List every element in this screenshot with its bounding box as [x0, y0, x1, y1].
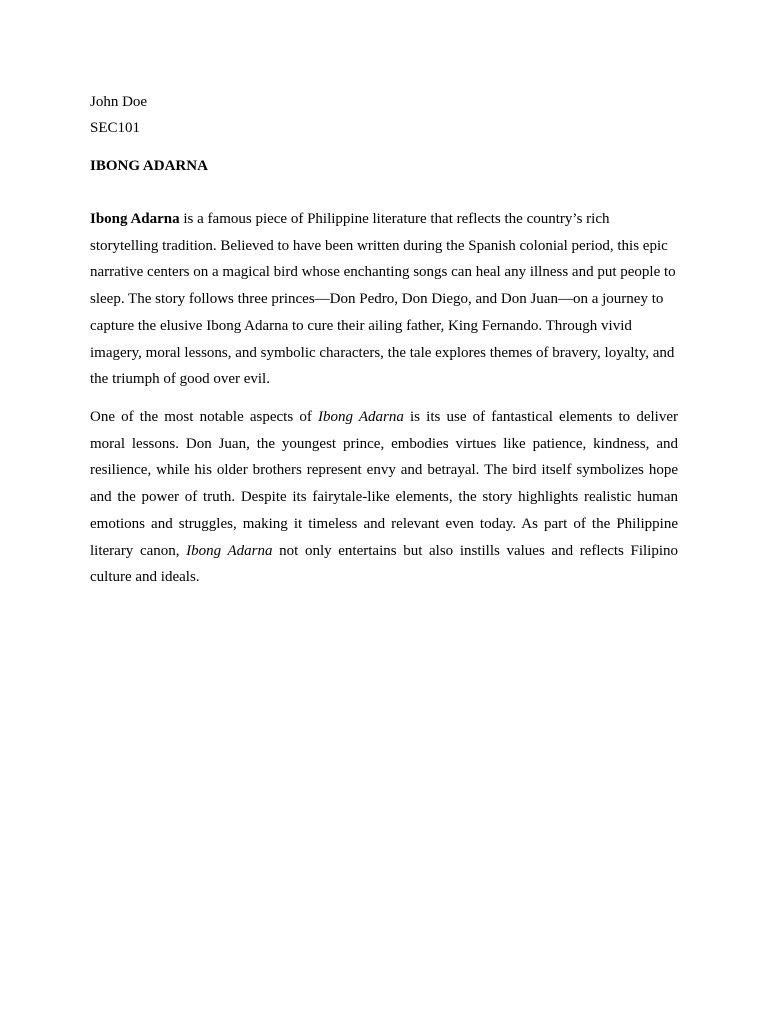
author-name: John Doe [90, 94, 148, 110]
paragraph-analysis-middle: is its use of fantastical elements to deliver moral lessons. Don Juan, the youngest prince, embodies virtues like patience, kindness, and resilience, while his older brothers represent envy and betrayal. The bird itself symbolizes hope and the power of truth. Despite its fairytale-like elements, the story highlights realistic human emotions and struggles, making it timeless and relevant even today. As part of the Philippine literary canon, [90, 409, 678, 559]
paragraph-analysis [90, 404, 678, 591]
document-title: IBONG ADARNA [90, 158, 208, 174]
section-code: SEC101 [90, 120, 141, 136]
paragraph-analysis-end: not only entertains but also instills values and reflects Filipino culture and ideals. [90, 542, 679, 586]
paragraph-analysis-italic-1: Ibong Adarna [317, 409, 404, 425]
paragraph-analysis-italic-2: Ibong Adarna [186, 542, 273, 559]
paragraph-intro-text: is a famous piece of Philippine literature that reflects the country’s rich storytelling tradition. Believed to have been written during the Spanish colonial period, this epic narrative centers on a magical bird whose enchanting songs can heal any illness and put people to sleep. The story follows three princes—Don Pedro, Don Diego, and Don Juan—on a journey to capture the elusive Ibong Adarna to cure their ailing father, King Fernando. Through vivid imagery, moral lessons, and symbolic characters, the tale explores themes of bravery, loyalty, and the triumph of good over evil. [90, 211, 676, 388]
paragraph-analysis-start: One of the most notable aspects of [90, 409, 318, 425]
paragraph-intro [90, 206, 678, 393]
paragraph-intro-lead: Ibong Adarna [90, 211, 180, 227]
